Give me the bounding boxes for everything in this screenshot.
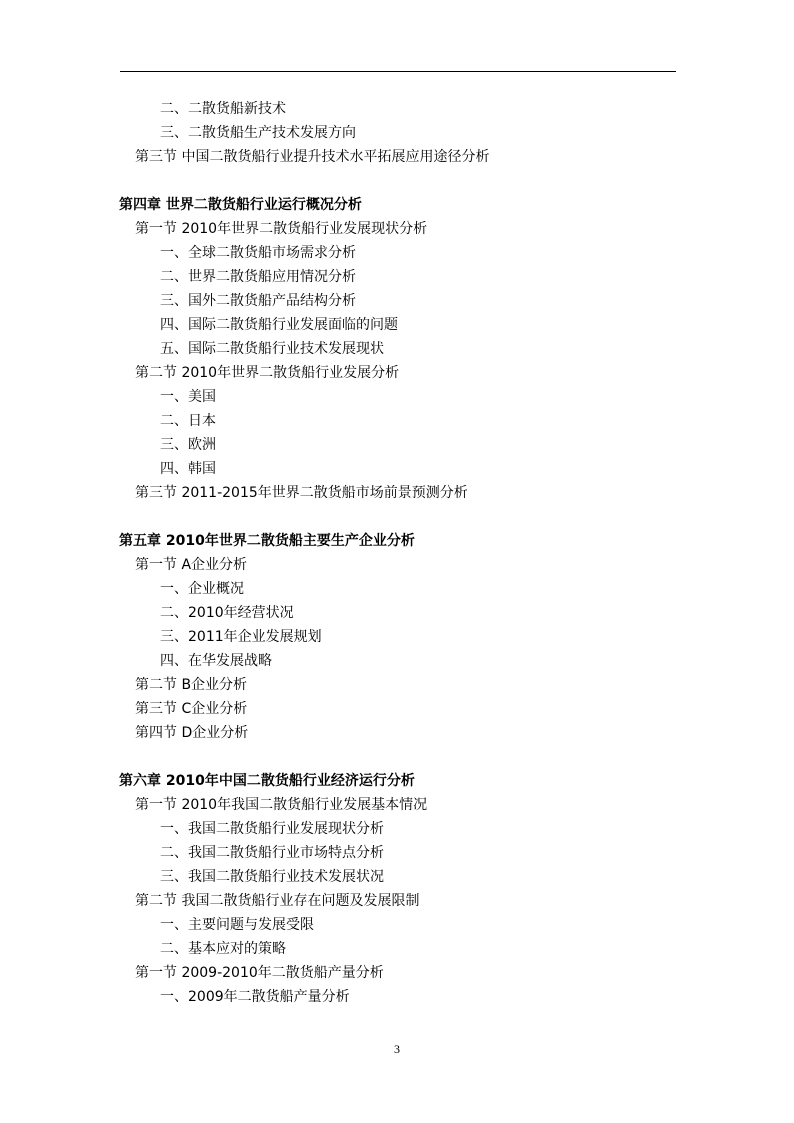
toc-section: 第三节 2011-2015年世界二散货船市场前景预测分析: [135, 485, 468, 501]
toc-item: 一、美国: [160, 389, 216, 405]
toc-item: 五、国际二散货船行业技术发展现状: [160, 341, 384, 357]
header-rule: [120, 71, 676, 72]
spacer: [0, 169, 794, 193]
toc-item: 三、二散货船生产技术发展方向: [160, 125, 356, 141]
toc-item: 四、在华发展战略: [160, 653, 272, 669]
toc-section: 第二节 我国二散货船行业存在问题及发展限制: [135, 893, 420, 909]
toc-item: 二、日本: [160, 413, 216, 429]
toc-section: 第一节 2010年世界二散货船行业发展现状分析: [135, 221, 428, 237]
toc-item: 三、欧洲: [160, 437, 216, 453]
toc-item: 一、2009年二散货船产量分析: [160, 989, 350, 1005]
spacer: [0, 505, 794, 529]
table-of-contents: [0, 97, 794, 1009]
toc-section: 第一节 A企业分析: [135, 557, 248, 573]
toc-item: 四、国际二散货船行业发展面临的问题: [160, 317, 398, 333]
toc-item: 二、世界二散货船应用情况分析: [160, 269, 356, 285]
toc-item: 二、2010年经营状况: [160, 605, 294, 621]
toc-item: 二、二散货船新技术: [160, 101, 286, 117]
toc-item: 三、2011年企业发展规划: [160, 629, 322, 645]
toc-section: 第三节 中国二散货船行业提升技术水平拓展应用途径分析: [135, 149, 490, 165]
toc-item: 一、主要问题与发展受限: [160, 917, 314, 933]
toc-chapter: 第六章 2010年中国二散货船行业经济运行分析: [119, 773, 415, 789]
toc-item: 四、韩国: [160, 461, 216, 477]
toc-chapter: 第四章 世界二散货船行业运行概况分析: [119, 197, 362, 213]
toc-section: 第二节 2010年世界二散货船行业发展分析: [135, 365, 400, 381]
toc-section: 第二节 B企业分析: [135, 677, 248, 693]
toc-section: 第一节 2009-2010年二散货船产量分析: [135, 965, 384, 981]
toc-chapter: 第五章 2010年世界二散货船主要生产企业分析: [119, 533, 415, 549]
toc-section: 第一节 2010年我国二散货船行业发展基本情况: [135, 797, 428, 813]
toc-item: 一、我国二散货船行业发展现状分析: [160, 821, 384, 837]
page-number: 3: [394, 1042, 400, 1056]
toc-section: 第四节 D企业分析: [135, 725, 249, 741]
toc-item: 二、我国二散货船行业市场特点分析: [160, 845, 384, 861]
toc-item: 二、基本应对的策略: [160, 941, 286, 957]
toc-item: 三、我国二散货船行业技术发展状况: [160, 869, 384, 885]
toc-item: 三、国外二散货船产品结构分析: [160, 293, 356, 309]
spacer: [0, 745, 794, 769]
toc-section: 第三节 C企业分析: [135, 701, 248, 717]
toc-item: 一、全球二散货船市场需求分析: [160, 245, 356, 261]
toc-item: 一、企业概况: [160, 581, 244, 597]
